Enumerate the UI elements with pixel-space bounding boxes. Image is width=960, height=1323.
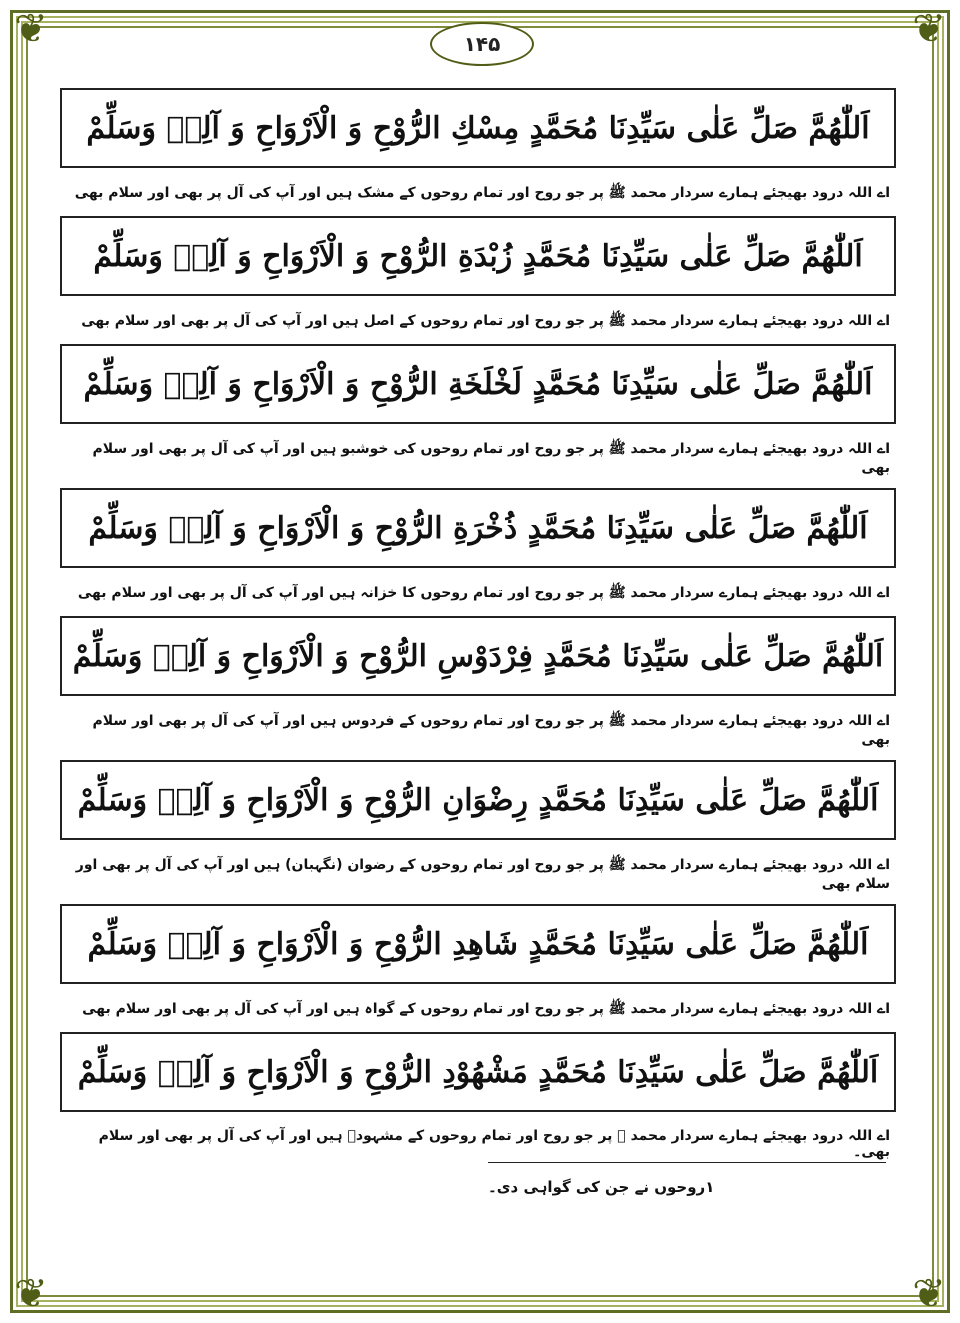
- durood-block-5: [60, 616, 900, 748]
- durood-block-8: [60, 1032, 900, 1160]
- arabic-verse: اَللّٰهُمَّ صَلِّ عَلٰى سَيِّدِنَا مُحَمَّدٍ مِسْكِ الرُّوْحِ وَ الْاَرْوَاحِ وَ آلِهٖ وَسَلِّمْ: [86, 110, 870, 146]
- arabic-verse-box: [60, 88, 896, 168]
- arabic-verse-box: [60, 216, 896, 296]
- corner-ornament-bottom-left: ❦: [14, 1271, 48, 1317]
- arabic-verse: اَللّٰهُمَّ صَلِّ عَلٰى سَيِّدِنَا مُحَمَّدٍ زُبْدَةِ الرُّوْحِ وَ الْاَرْوَاحِ وَ آلِهٖ وَسَلِّمْ: [93, 238, 863, 274]
- urdu-translation: اے اللہ درود بھیجئے ہمارے سردار محمد ﷺ پر جو روح اور تمام روحوں کا خزانہ ہیں اور آپ کی آل پر بھی اور سلام بھی: [77, 585, 890, 601]
- urdu-translation: اے اللہ درود بھیجئے ہمارے سردار محمد ﷺ پر جو روح اور تمام روحوں کے رضوان (نگہبان) ہیں اور آپ کی آل پر بھی اور سلام بھی: [75, 857, 890, 892]
- urdu-translation: اے اللہ درود بھیجئے ہمارے سردار محمد ﷺ پر جو روح اور تمام روحوں کے اصل ہیں اور آپ کی آل پر بھی اور سلام بھی: [81, 313, 890, 329]
- arabic-verse: اَللّٰهُمَّ صَلِّ عَلٰى سَيِّدِنَا مُحَمَّدٍ لَخْلَخَةِ الرُّوْحِ وَ الْاَرْوَاحِ وَ آلِهٖ وَسَلِّمْ: [83, 366, 873, 402]
- arabic-verse-box: [60, 760, 896, 840]
- durood-block-1: [60, 88, 900, 204]
- page-number: ۱۴۵: [430, 22, 534, 66]
- urdu-translation: اے اللہ درود بھیجئے ہمارے سردار محمد ﷺ پر جو روح اور تمام روحوں کے گواہ ہیں اور آپ کی آل پر بھی اور سلام بھی: [82, 1001, 890, 1017]
- arabic-verse: اَللّٰهُمَّ صَلِّ عَلٰى سَيِّدِنَا مُحَمَّدٍ رِضْوَانِ الرُّوْحِ وَ الْاَرْوَاحِ وَ آلِهٖ وَسَلِّمْ: [77, 782, 879, 818]
- arabic-verse-box: [60, 344, 896, 424]
- corner-ornament-top-right: ❦: [912, 6, 946, 52]
- urdu-translation: اے اللہ درود بھیجئے ہمارے سردار محمد ﷺ پر جو روح اور تمام روحوں کے فردوس ہیں اور آپ کی آل پر بھی اور سلام بھی: [92, 713, 890, 748]
- durood-block-2: [60, 216, 900, 332]
- durood-block-7: [60, 904, 900, 1020]
- arabic-verse: اَللّٰهُمَّ صَلِّ عَلٰى سَيِّدِنَا مُحَمَّدٍ ذُخْرَةِ الرُّوْحِ وَ الْاَرْوَاحِ وَ آلِهٖ وَسَلِّمْ: [88, 510, 868, 546]
- arabic-verse-box: [60, 616, 896, 696]
- footnote: ۱روحوں نے جن کی گواہی دی۔: [488, 1178, 715, 1196]
- main-content: [60, 88, 900, 1172]
- corner-ornament-top-left: ❦: [14, 6, 48, 52]
- arabic-verse-box: [60, 904, 896, 984]
- durood-block-6: [60, 760, 900, 892]
- arabic-verse: اَللّٰهُمَّ صَلِّ عَلٰى سَيِّدِنَا مُحَمَّدٍ مَشْهُوْدِ الرُّوْحِ وَ الْاَرْوَاحِ وَ آلِهٖ وَسَلِّمْ: [77, 1054, 879, 1090]
- urdu-translation: اے اللہ درود بھیجئے ہمارے سردار محمد ﷺ پر جو روح اور تمام روحوں کے مشک ہیں اور آپ کی آل پر بھی اور سلام بھی: [74, 185, 890, 201]
- urdu-translation: اے اللہ درود بھیجئے ہمارے سردار محمد ﷺ پر جو روح اور تمام روحوں کی خوشبو ہیں اور آپ کی آل پر بھی اور سلام بھی: [92, 441, 890, 476]
- durood-block-3: [60, 344, 900, 476]
- arabic-verse-box: [60, 488, 896, 568]
- urdu-translation: اے اللہ درود بھیجئے ہمارے سردار محمد ﷺ پر جو روح اور تمام روحوں کے مشہودؔ ہیں اور آپ کی آل پر بھی اور سلام بھی۔: [98, 1128, 890, 1160]
- arabic-verse-box: [60, 1032, 896, 1112]
- arabic-verse: اَللّٰهُمَّ صَلِّ عَلٰى سَيِّدِنَا مُحَمَّدٍ شَاهِدِ الرُّوْحِ وَ الْاَرْوَاحِ وَ آلِهٖ وَسَلِّمْ: [87, 926, 869, 962]
- arabic-verse: اَللّٰهُمَّ صَلِّ عَلٰى سَيِّدِنَا مُحَمَّدٍ فِرْدَوْسِ الرُّوْحِ وَ الْاَرْوَاحِ وَ آلِهٖ وَسَلِّمْ: [72, 638, 884, 674]
- footnote-divider: [488, 1162, 886, 1163]
- durood-block-4: [60, 488, 900, 604]
- corner-ornament-bottom-right: ❦: [912, 1271, 946, 1317]
